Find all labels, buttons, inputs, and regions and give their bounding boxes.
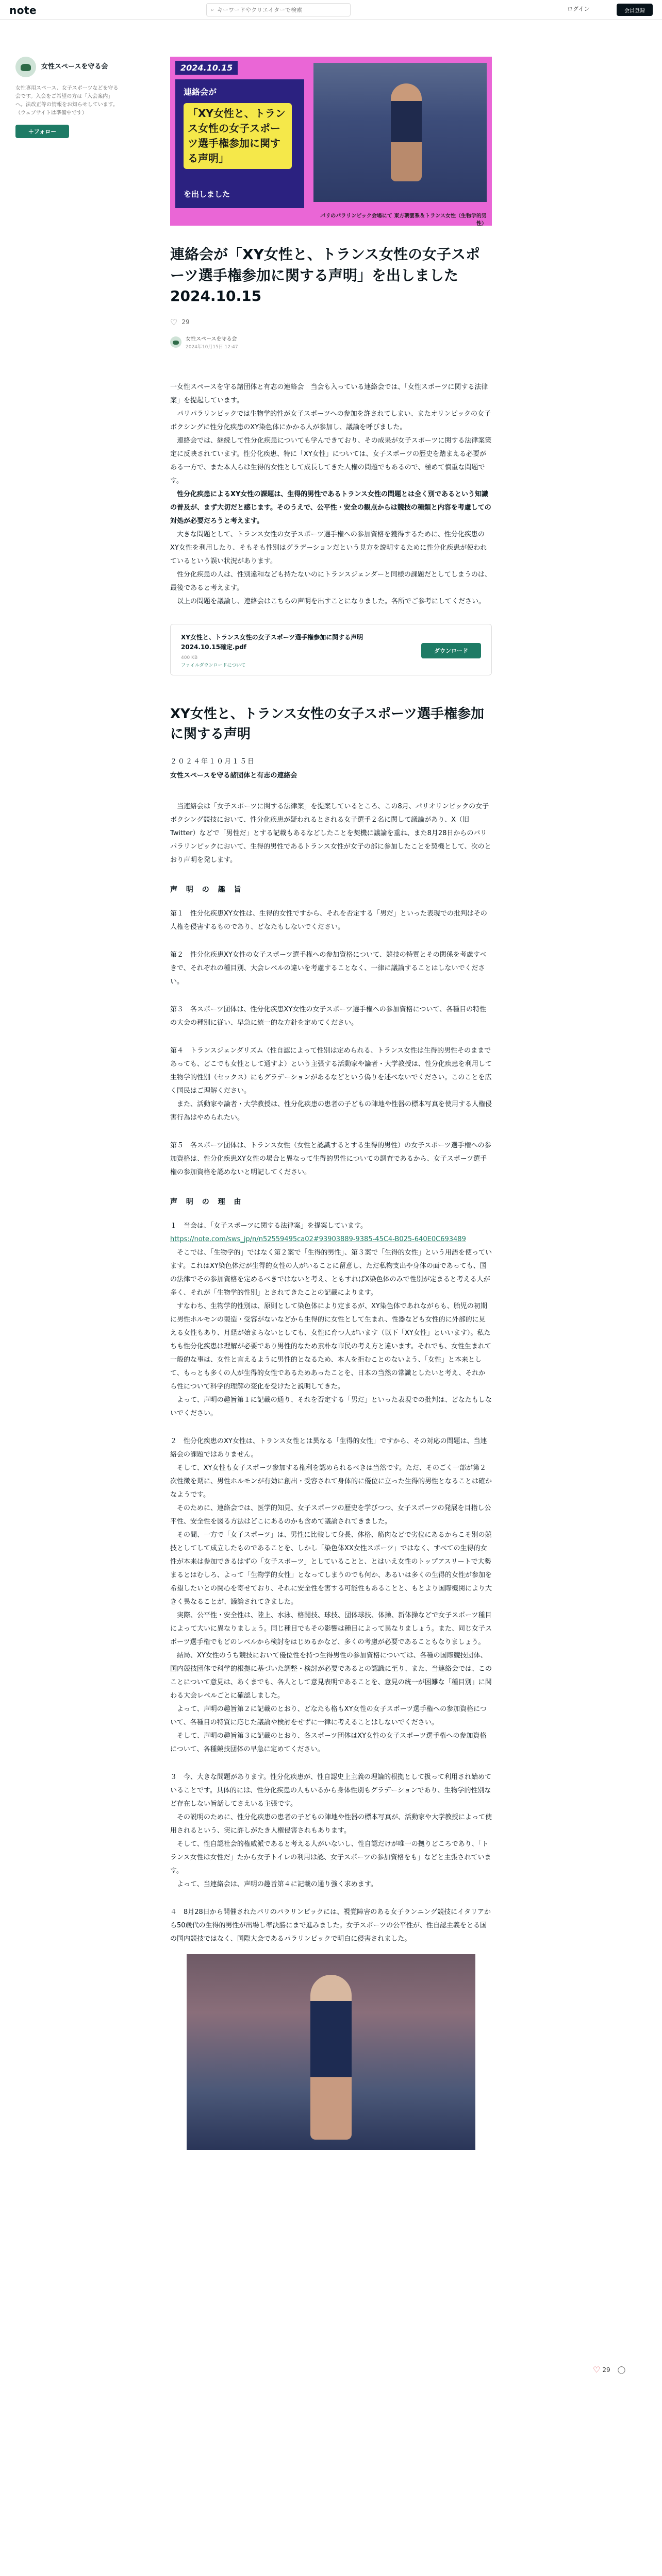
- comment-icon[interactable]: ◯: [617, 2365, 626, 2374]
- sidebar-author[interactable]: [15, 57, 119, 77]
- reason-paragraph: よって、声明の趣旨第２に記載のとおり、どなたも格もXY女性の女子スポーツ選手権への参加資格について、各種目の特質に応じた議論や検討をせずに一律に考えることはしないでください。: [170, 1705, 487, 1726]
- sidebar-author-name[interactable]: 女性スペースを守る会: [41, 62, 108, 71]
- proposal-link[interactable]: https://note.com/sws_jp/n/n52559495ca02#9390388​9-9385-45C4-B025-640E0C693489: [170, 1235, 466, 1243]
- hero-image: [170, 57, 492, 226]
- reason-paragraph: その説明のために、性分化疾患の患者の子どもの陣地や性器の標本写真が、活動家や大学教授によって使用されるという、実に許しがたき人権侵害されもあります。: [170, 1813, 492, 1835]
- paralympic-photo: [187, 1954, 475, 2150]
- avatar[interactable]: [15, 57, 36, 77]
- floating-like-count[interactable]: 29: [602, 2366, 610, 2374]
- file-help-link[interactable]: ファイルダウンロードについて: [181, 663, 246, 669]
- hero-line-2: 「XY女性と、トランス女性の女子スポーツ選手権参加に関する声明」: [184, 103, 292, 169]
- statement-lead: 当連絡会は「女子スポーツに関する法律案」を提案しているところ、この8月、パリオリンピックの女子ボクシング競技において、性分化疾患が疑われるとされる女子選手２名に関して議論があり、X（旧Twitter）などで「男性だ」とする記載もあるなどしたことを契機に議論を重ね、また8月28日からのパリパラリンピックにおいて、生得的男性であるトランス女性が女子の部に参加したことを契機として、次のとおり声明を発します。: [170, 802, 491, 864]
- floating-like-bar: [593, 2365, 625, 2375]
- file-name: XY女性と、トランス女性の女子スポーツ選手権参加に関する声明 2024.10.15確定.pdf: [181, 633, 370, 651]
- search-icon: ⌕: [211, 6, 214, 13]
- reason-paragraph: ３ 今、大きな問題があります。性分化疾患が、性自認史上主義の理論的根拠として扱って利用され始めていることです。具体的には、性分化疾患の人もいるから身体性別もグラデーションであり、生物学的性別など存在しない旨話してさえいる主張です。: [170, 1773, 491, 1808]
- like-count[interactable]: 29: [181, 318, 190, 326]
- reason-paragraph: ２ 性分化疾患のXY女性は、トランス女性とは異なる「生得的女性」ですから、その対応の問題は、当連絡会の課題ではありません。: [170, 1437, 487, 1459]
- site-header: [0, 0, 662, 20]
- follow-button[interactable]: ＋フォロー: [15, 125, 69, 138]
- reason-paragraph: 実際、公平性・安全性は、陸上、水泳、格闘技、球技、団体球技、体操、新体操などで女子スポーツ種目によって大いに異なりましょう。同じ種目でもその影響は種目によって異なりましょう。また、同じ女子スポーツ選手権でもどのレベルから検討をはじめるかなど、多くの考慮が必要であることもなりましょう。: [170, 1611, 492, 1646]
- reason-paragraph: よって、声明の趣旨第１に記載の通り、それを否定する「男だ」といった表現での批判は、どなたもしないでください。: [170, 1396, 492, 1417]
- runner-figure: [391, 83, 422, 181]
- search-box[interactable]: [206, 3, 351, 16]
- statement-title: XY女性と、トランス女性の女子スポーツ選手権参加に関する声明: [170, 706, 485, 742]
- byline-author[interactable]: 女性スペースを守る会: [186, 336, 237, 342]
- hero-caption: パリのパラリンピック会場にて 東方朝雲系＆トランス女性（生物学的男性）: [320, 213, 487, 226]
- article-title: 連絡会が「XY女性と、トランス女性の女子スポーツ選手権参加に関する声明」を出しました2024.10.15: [170, 246, 481, 305]
- statement-date: ２０２４年１０月１５日: [170, 757, 256, 766]
- reason-paragraph: そのために、連絡会では、医学的知見、女子スポーツの歴史を学びつつ、女子スポーツの発展を目指し公平性、安全性を図る方法はどこにあるのかも含めて議論されてきました。: [170, 1504, 491, 1526]
- hero-line-1: 連絡会が: [184, 87, 217, 97]
- heart-icon[interactable]: ♡: [170, 317, 178, 327]
- article: [170, 57, 492, 2150]
- reason-paragraph: そして、XY女性も女子スポーツ参加する権利を認められるべきは当然です。ただ、そのごく一部が第２次性徴を期に、男性ホルモンが有効に創出・受容されて身体的に優位に立った生得的男性となることは確かなようです。: [170, 1464, 492, 1499]
- purpose-item: 第４ トランスジェンダリズム（性自認によって性別は定められる、トランス女性は生得的男性そのままであっても、どこでも女性として通すよ）という主張する活動家や論者・大学教授は、性分化疾患を利用して生物学的性別（セックス）にもグラデーションがあるなどという偽りを述べないでください。このことを広く国民はご理解ください。: [170, 1046, 492, 1095]
- statement-org: 女性スペースを守る諸団体と有志の連絡会: [170, 771, 297, 779]
- reason-paragraph: よって、当連絡会は、声明の趣旨第４に記載の通り強く求めます。: [170, 1880, 377, 1888]
- purpose-item: 第１ 性分化疾患XY女性は、生得的女性ですから、それを否定する「男だ」といった表現での批判はその人権を侵害するものであり、どなたもしないでください。: [170, 909, 487, 931]
- creator-sidebar: [15, 57, 119, 138]
- byline: [170, 334, 492, 350]
- runner-figure: [310, 1975, 352, 2140]
- intro-paragraph: 連絡会では、継続して性分化疾患についても学んできており、その成果が女子スポーツに関する法律案策定に反映されています。性分化疾患、特に「XY女性」については、女子スポーツの歴史を踏まえる必要がある一方で、また本人らは生得的女性として成長してきた人権の問題でもあるので、極めて慎重な問題です。: [170, 436, 492, 485]
- hero-line-3: を出しました: [184, 190, 230, 199]
- intro-paragraph: 性分化疾患の人は、性別違和なども持たないのにトランスジェンダーと同様の課題だとしてしまうのは、最後であると考えます。: [170, 570, 491, 592]
- hero-photo: [313, 63, 487, 202]
- login-link[interactable]: ログイン: [567, 6, 590, 12]
- purpose-item: 第２ 性分化疾患XY女性の女子スポーツ選手権への参加資格について、競技の特質とその関係を考慮すべきで、それぞれの種目別、大会レベルの違いを考慮することなく、一律に議論することはしないでください。: [170, 951, 487, 986]
- intro-paragraph: パリパラリンピックでは生物学的性が女子スポーツへの参加を許されてしまい、またオリンピックの女子ボクシングに性分化疾患のXY染色体にかかる人が参加し、議論を呼びました。: [170, 410, 491, 431]
- intro-paragraph: 大きな問題として、トランス女性の女子スポーツ選手権への参加資格を獲得するために、性分化疾患のXY女性を利用したり、そもそも性別はグラデーションだという見方を説明するために性分化疾患が使われているという誤い状況があります。: [170, 530, 487, 565]
- reason-paragraph: そして、声明の趣旨第３に記載のとおり、各スポーツ団体はXY女性の女子スポーツ選手権への参加資格について、各種競技団体の早急に定めてください。: [170, 1732, 487, 1753]
- reason-item: １ 当会は、「女子スポーツに関する法律案」を提案しています。: [170, 1222, 367, 1230]
- hero-headline-box: [175, 79, 304, 208]
- intro-paragraph: 一女性スペースを守る諸団体と有志の連絡会 当会も入っている連絡会では、「女性スポーツに関する法律案」を提起しています。: [170, 383, 488, 404]
- hero-date: 2024.10.15: [175, 61, 238, 75]
- note-logo[interactable]: note: [9, 4, 37, 16]
- signup-button[interactable]: 会員登録: [617, 4, 653, 16]
- section-heading-purpose: 声 明 の 趣 旨: [170, 885, 244, 894]
- article-intro: [170, 381, 492, 608]
- reason-paragraph: ４ 8月28日から開催されたパリのパラリンピックには、視覚障害のある女子ランニング競技にイタリアから50歳代の生得的男性が出場し準決勝にまで進みました。女子スポーツの公平性が、性自認主義をとる国の国内競技ではなく、国際大会であるパラリンピックで明白に侵害されました。: [170, 1908, 491, 1943]
- byline-date: 2024年10月15日 12:47: [186, 344, 238, 350]
- purpose-item: 第３ 各スポーツ団体は、性分化疾患XY女性の女子スポーツ選手権への参加資格について、各種目の特性の大会の種別に従い、早急に統一的な方針を定めてください。: [170, 1005, 487, 1027]
- reason-paragraph: そして、性自認社会的権威派であると考える人がいないし、性自認だけが唯一の拠りどころであり、「トランス女性は女性だ」たから女子トイレの利用は認、女子スポーツの参加資格をも」などと主張されています。: [170, 1840, 491, 1875]
- heart-icon[interactable]: ♡: [593, 2365, 601, 2375]
- reason-link[interactable]: [170, 1233, 492, 1246]
- file-size: 400 KB: [181, 655, 198, 661]
- intro-bold-paragraph: 性分化疾患によるXY女性の課題は、生得的男性であるトランス女性の問題とは全く別であるという知識の普及が、まず大切だと感じます。そのうえで、公平性・安全の観点からは競技の種類と内容を考慮しての対処が必要だろうと考えます。: [170, 490, 491, 525]
- reason-paragraph: そこでは、「生物学的」ではなく第２案で「生得的男性」、第３案で「生得的女性」という用語を使っています。これはXY染色体だが生得的女性の人がいることに留意し、ただ私物支出や身体の面であっても、国の法律でその参加資格を定めるべきではないと考え、ともすればX染色体のみで性別が定まると考える人が多く、それが「生物学的性別」とされてきたことの記載によります。: [170, 1248, 492, 1297]
- avatar[interactable]: [170, 336, 181, 348]
- reason-paragraph: その間、一方で「女子スポーツ」は、男性に比較して身長、体格、筋肉などで劣位にあるからこそ別の競技としてして成立したものであることを、しかし「染色体XX女性スポーツ」ではなく、すべての生得的女性が本来は参加できるはずの「女子スポーツ」としていることと、とはいえ女性のトップアスリートで大勢まるとはむしろ、よって「生物学的女性」となってしまうのでも何か、あるいは多くの生得的女性が参加を希望したいとの関心を寄せており、それに安全性を害する可能性もあることと、もとより国際機関により大きく異なることが、議論されてきました。: [170, 1531, 492, 1606]
- download-button[interactable]: ダウンロード: [421, 643, 481, 658]
- purpose-item: また、活動家や論者・大学教授は、性分化疾患の患者の子どもの陣地や性器の標本写真を使用する人権侵害行為はやめられたい。: [170, 1100, 492, 1122]
- reason-paragraph: すなわち、生物学的性別は、原則として染色体により定まるが、XY染色体であれながらも、胎児の初期に男性ホルモンの製造・受容がないなどから生得的に女性として生まれ、性器なども女性的に外部的に見える女性もあり、月経が始まらないとしても、女性に育つ人がいます（以下「XY女性」といいます）。私たちも性分化疾患は理解が必要であり男性的なため素朴な市民の考え方と違います。それでも、女性生まれて一般的な事は、女性と言えるように男性的となるため、本人を拒むことのないよう、「女性」と本来として、もっとも多くの人が生得的女性であるためあったことを、日本の当然の常識としたいと考え、それから性について科学的理解の変化を受けたと説明してきた。: [170, 1302, 491, 1391]
- like-row: [170, 317, 492, 327]
- section-heading-reasons: 声 明 の 理 由: [170, 1197, 244, 1206]
- file-attachment: [170, 624, 492, 675]
- purpose-item: 第５ 各スポーツ団体は、トランス女性（女性と認識するとする生得的男性）の女子スポーツ選手権への参加資格は、性分化疾患XY女性の場合と異なって生得的男性についての調査であるから、女子スポーツ選手権の参加資格を認めないと明記してください。: [170, 1141, 491, 1176]
- intro-paragraph: 以上の問題を議論し、連絡会はこちらの声明を出すことになりました。各所でご参考にしてください。: [170, 597, 486, 605]
- reason-paragraph: 結局、XY女性のうち競技において優位性を持つ生得男性の参加資格については、各種の国際競技団体、国内競技団体で科学的根拠に基づいた調整・検討が必要であるとの認識に至り、また、当連絡会では、このことについて意見は、あくまでも、各人として意見表明であることを、意見の統一が困難な「種目別」に関わる大会レベルごとに確認しました。: [170, 1651, 492, 1700]
- search-input[interactable]: [217, 7, 341, 13]
- statement-body: [170, 800, 492, 1946]
- sidebar-description: 女性専用スペース、女子スポーツなどを守る会です。入会をご希望の方は「入会案内」へ。法改正等の情報をお知らせしています。（ウェブサイトは準備中です）: [15, 86, 119, 116]
